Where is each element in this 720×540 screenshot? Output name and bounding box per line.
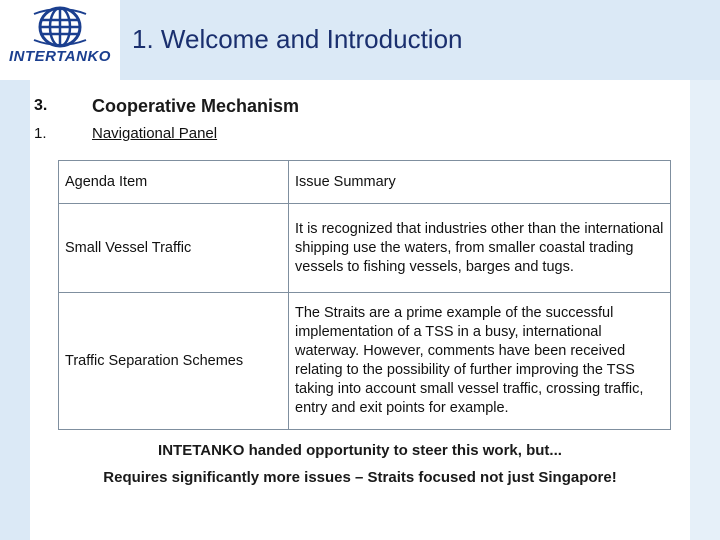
footer-note: Requires significantly more issues – Straits focused not just Singapore! <box>103 469 617 486</box>
table-row <box>59 293 671 430</box>
agenda-item-cell: Small Vessel Traffic <box>59 204 289 293</box>
table-row <box>59 204 671 293</box>
agenda-item-cell: Traffic Separation Schemes <box>59 293 289 430</box>
table-header-cell: Agenda Item <box>59 161 289 204</box>
issue-summary-cell: It is recognized that industries other than the international shipping use the waters, from smaller coastal trading vessels to fishing vessels, barges and tugs. <box>289 204 671 293</box>
section-title: Cooperative Mechanism <box>92 96 300 116</box>
table-header-row <box>59 161 671 204</box>
subsection-title: Navigational Panel <box>92 125 218 142</box>
subsection-number: 1. <box>34 125 47 142</box>
right-rail <box>690 80 720 540</box>
logo <box>0 0 120 80</box>
globe-logo-icon <box>32 6 88 48</box>
left-rail <box>0 80 30 540</box>
logo-text: INTERTANKO <box>9 48 111 65</box>
section-number: 3. <box>34 97 48 114</box>
issue-summary-cell: The Straits are a prime example of the successful implementation of a TSS in a busy, international waterway. However, comments have been received relating to the possibility of further improving the TSS taking into account small vessel traffic, crossing traffic, entry and exit points for example. <box>289 293 671 430</box>
footer-note: INTETANKO handed opportunity to steer this work, but... <box>158 442 562 459</box>
slide-title: 1. Welcome and Introduction <box>132 24 463 54</box>
table-header-cell: Issue Summary <box>289 161 671 204</box>
agenda-table <box>58 160 671 430</box>
